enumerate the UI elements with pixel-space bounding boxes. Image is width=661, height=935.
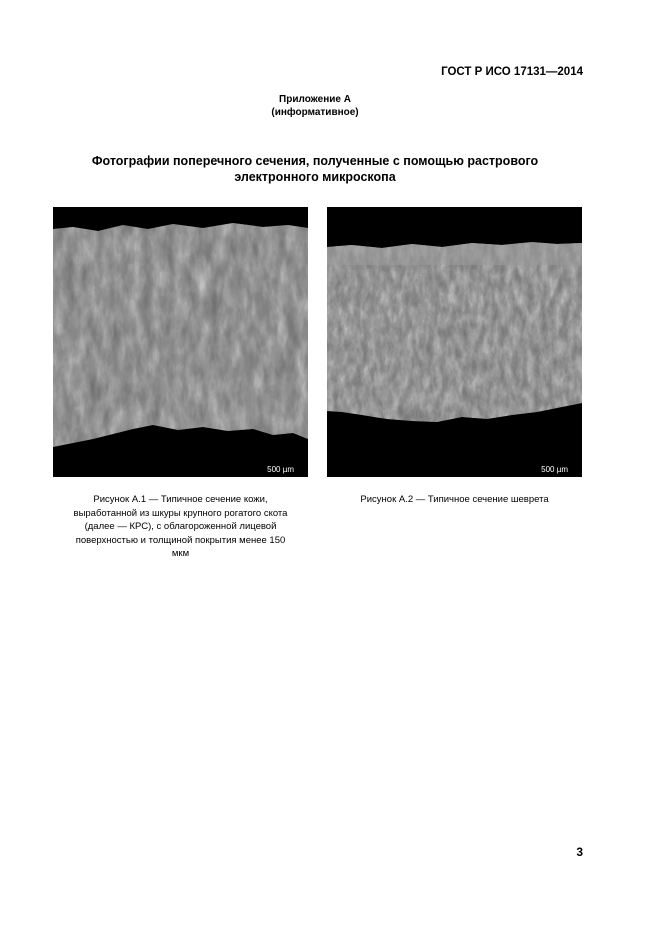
appendix-type: (информативное) (271, 107, 359, 118)
scale-bar-label-1: 500 µm (267, 465, 294, 474)
micrograph-image-2 (327, 207, 582, 477)
figure-1-caption (53, 493, 308, 561)
section-title-line-2: электронного микроскопа (234, 170, 396, 184)
caption-line: Рисунок А.1 — Типичное сечение кожи, (93, 494, 268, 505)
appendix-label: Приложение А (279, 94, 351, 105)
caption-line: поверхностью и толщиной покрытия менее 150 (75, 534, 286, 546)
caption-line: (далее — КРС), с облагороженной лицевой (84, 521, 277, 532)
caption-line: выработанной из шкуры крупного рогатого скота (73, 507, 288, 519)
figure-2-caption (327, 493, 582, 507)
appendix-heading (0, 93, 630, 119)
caption-line: Рисунок А.2 — Типичное сечение шеврета (360, 494, 549, 505)
scale-bar-label-2: 500 µm (541, 465, 568, 474)
section-title-line-1: Фотографии поперечного сечения, полученные с помощью растрового (91, 154, 539, 168)
page-number: 3 (576, 845, 583, 859)
micrograph-figure-2 (327, 207, 582, 477)
micrograph-image-1 (53, 207, 308, 477)
standard-designation: ГОСТ Р ИСО 17131—2014 (441, 66, 583, 78)
section-title (60, 153, 570, 185)
micrograph-figure-1 (53, 207, 308, 477)
caption-line: мкм (171, 548, 190, 559)
